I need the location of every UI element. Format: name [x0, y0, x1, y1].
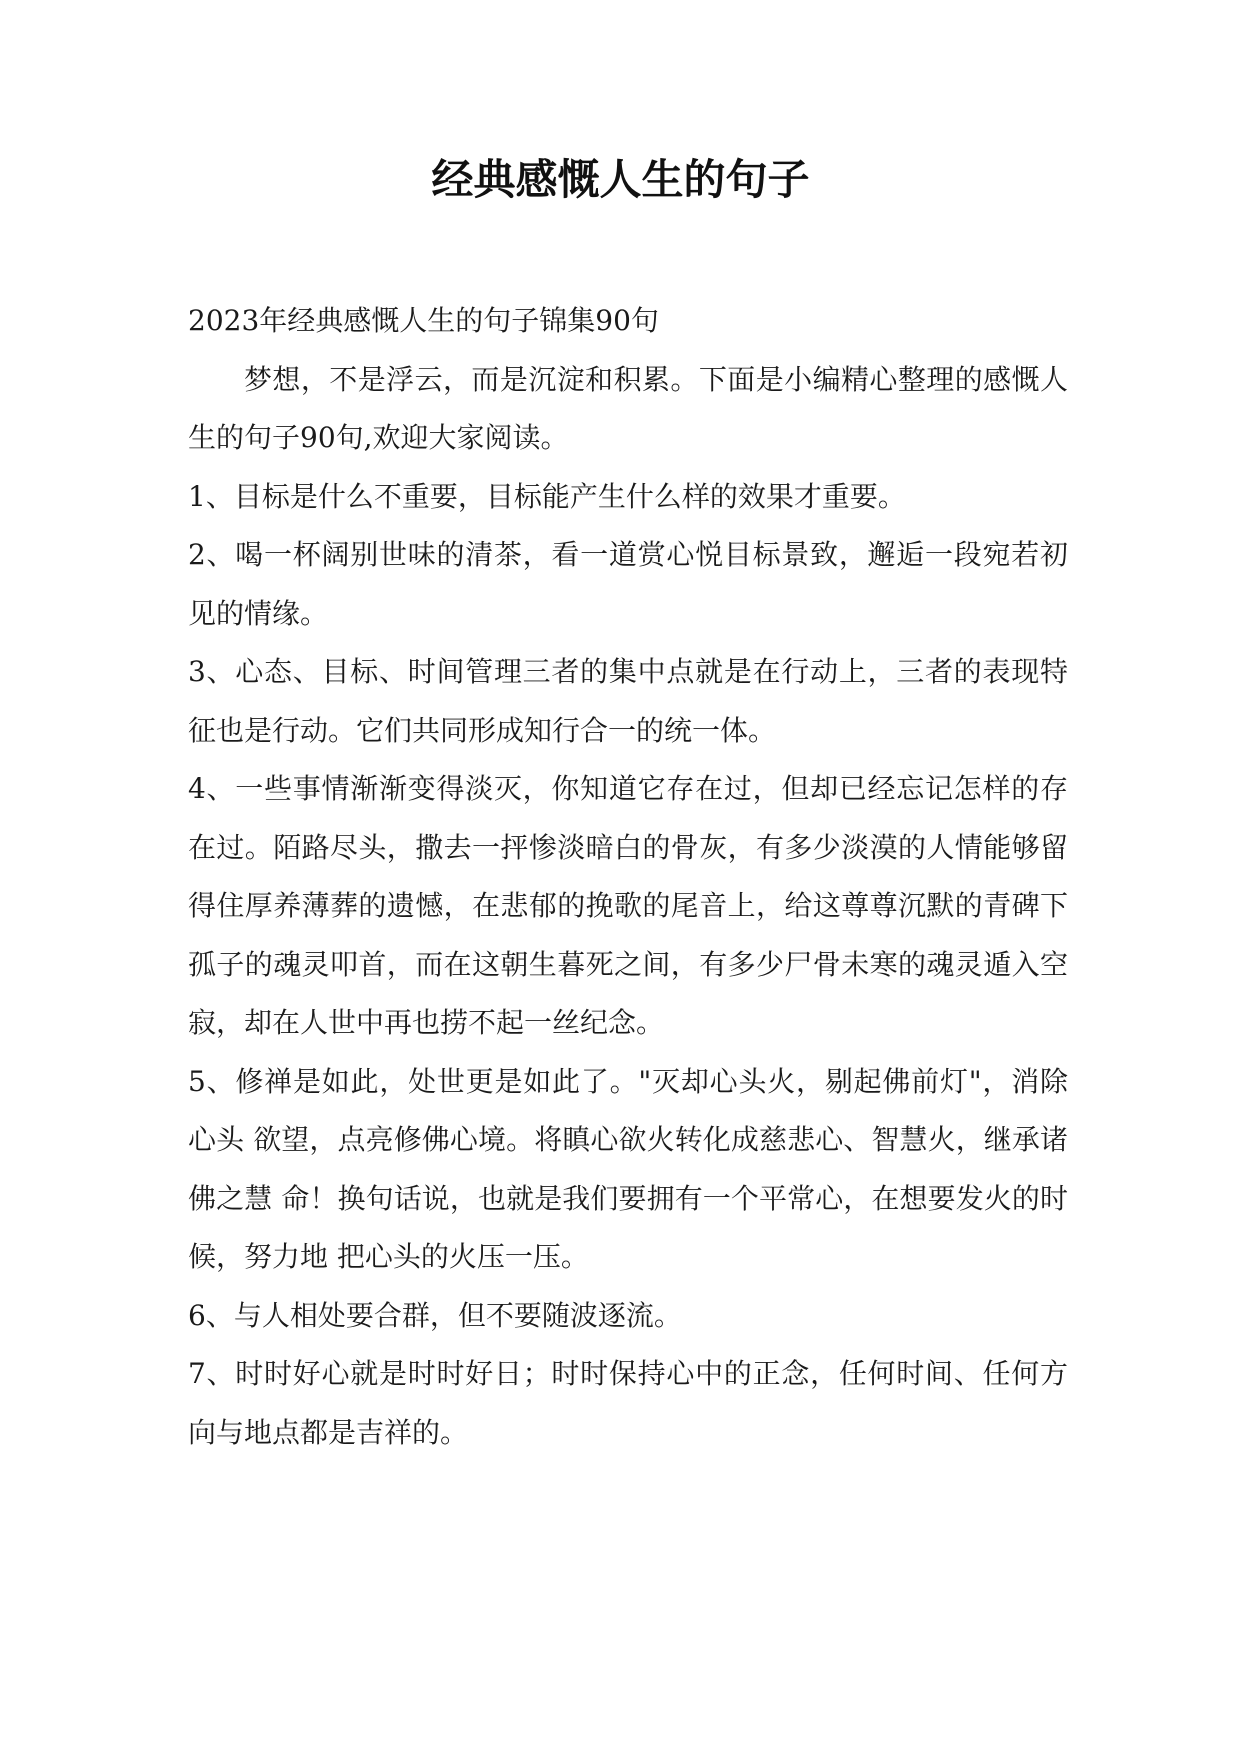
list-item: 1、目标是什么不重要，目标能产生什么样的效果才重要。	[188, 479, 906, 513]
list-item: 2、喝一杯阔别世味的清茶，看一道赏心悦目标景致，邂逅一段宛若初见的情缘。	[188, 538, 1068, 630]
list-item: 7、时时好心就是时时好日；时时保持心中的正念，任何时间、任何方向与地点都是吉祥的。	[188, 1357, 1068, 1449]
list-item: 5、修禅是如此，处世更是如此了。"灭却心头火，剔起佛前灯"，消除心头 欲望，点亮修佛心境。将瞋心欲火转化成慈悲心、智慧火，继承诸佛之慧 命！换句话说，也就是我们要拥有一个平常心，在想要发火的时候，努力地 把心头的火压一压。	[188, 1064, 1068, 1273]
list-item: 3、心态、目标、时间管理三者的集中点就是在行动上，三者的表现特征也是行动。它们共同形成知行合一的统一体。	[188, 655, 1068, 747]
list-item: 6、与人相处要合群，但不要随波逐流。	[188, 1298, 682, 1332]
document-body	[188, 292, 1068, 1462]
intro-paragraph: 梦想，不是浮云，而是沉淀和积累。下面是小编精心整理的感慨人生的句子90句,欢迎大家阅读。	[188, 362, 1068, 454]
document-subtitle: 2023年经典感慨人生的句子锦集90句	[188, 304, 659, 337]
list-item: 4、一些事情渐渐变得淡灭，你知道它存在过，但却已经忘记怎样的存在过。陌路尽头，撒去一抨惨淡暗白的骨灰，有多少淡漠的人情能够留得住厚养薄葬的遗憾，在悲郁的挽歌的尾音上，给这尊尊沉默的青碑下孤子的魂灵叩首，而在这朝生暮死之间，有多少尸骨未寒的魂灵遁入空寂，却在人世中再也捞不起一丝纪念。	[188, 772, 1068, 1039]
document-title: 经典感慨人生的句子	[431, 155, 810, 204]
